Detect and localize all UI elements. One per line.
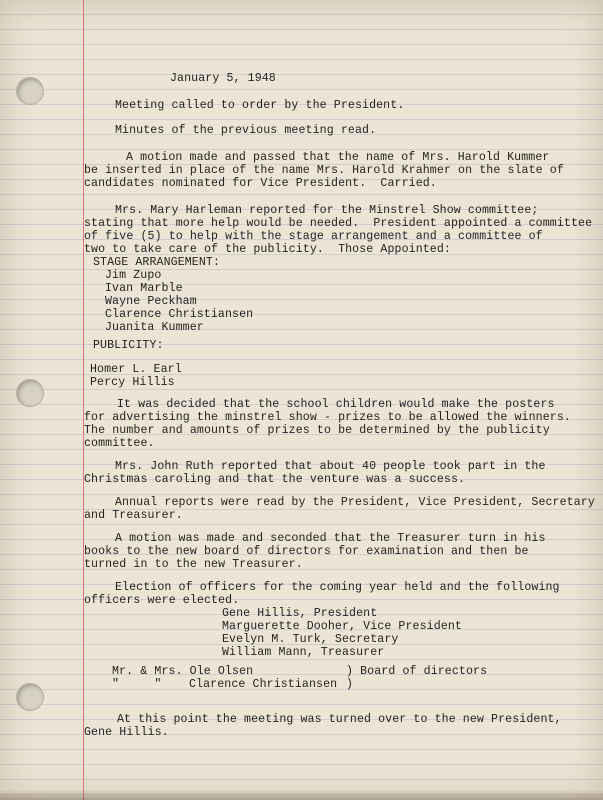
board-member-christiansen: Clarence Christiansen bbox=[189, 678, 338, 691]
motion-line-3: candidates nominated for Vice President. Carried. bbox=[84, 177, 437, 190]
posters-line-1: It was decided that the school children would make the posters bbox=[117, 398, 555, 411]
margin-rule bbox=[83, 0, 84, 800]
treasurer-line-3: turned in to the new Treasurer. bbox=[84, 558, 303, 571]
publicity-member: Homer L. Earl bbox=[90, 363, 182, 376]
officer-president: Gene Hillis, President bbox=[222, 607, 378, 620]
ditto-marks: " " bbox=[112, 678, 162, 691]
caroling-line-2: Christmas caroling and that the venture was a success. bbox=[84, 473, 466, 486]
stage-member: Juanita Kummer bbox=[105, 321, 204, 334]
punch-hole-top bbox=[16, 77, 44, 105]
minstrel-line-2: stating that more help would be needed. President appointed a committee bbox=[84, 217, 593, 230]
annual-reports-line-2: and Treasurer. bbox=[84, 509, 183, 522]
officer-vice-president: Marguerette Dooher, Vice President bbox=[222, 620, 462, 633]
publicity-heading: PUBLICITY: bbox=[93, 339, 164, 352]
stage-member: Clarence Christiansen bbox=[105, 308, 254, 321]
stage-member: Ivan Marble bbox=[105, 282, 183, 295]
stage-arrangement-heading: STAGE ARRANGEMENT: bbox=[93, 256, 221, 269]
annual-reports-line-1: Annual reports were read by the President, Vice President, Secretary bbox=[115, 496, 595, 509]
meeting-date: January 5, 1948 bbox=[170, 72, 276, 85]
minstrel-line-3: of five (5) to help with the stage arrangement and a committee of bbox=[84, 230, 543, 243]
board-of-directors-label: ) Board of directors bbox=[346, 665, 488, 678]
posters-line-3: The number and amounts of prizes to be determined by the publicity bbox=[84, 424, 550, 437]
minstrel-line-4: two to take care of the publicity. Those Appointed: bbox=[84, 243, 451, 256]
motion-line-2: be inserted in place of the name Mrs. Harold Krahmer on the slate of bbox=[84, 164, 564, 177]
stage-member: Jim Zupo bbox=[105, 269, 162, 282]
minstrel-line-1: Mrs. Mary Harleman reported for the Minstrel Show committee; bbox=[115, 204, 539, 217]
closing-line-1: At this point the meeting was turned over to the new President, bbox=[117, 713, 562, 726]
page-edge-shadow bbox=[0, 790, 603, 800]
treasurer-line-2: books to the new board of directors for examination and then be bbox=[84, 545, 529, 558]
minutes-read: Minutes of the previous meeting read. bbox=[115, 124, 377, 137]
publicity-member: Percy Hillis bbox=[90, 376, 175, 389]
stage-member: Wayne Peckham bbox=[105, 295, 197, 308]
punch-hole-bottom bbox=[16, 683, 44, 711]
called-to-order: Meeting called to order by the President. bbox=[115, 99, 405, 112]
posters-line-2: for advertising the minstrel show - prizes to be allowed the winners. bbox=[84, 411, 571, 424]
election-line-1: Election of officers for the coming year held and the following bbox=[115, 581, 560, 594]
caroling-line-1: Mrs. John Ruth reported that about 40 people took part in the bbox=[115, 460, 546, 473]
officer-secretary: Evelyn M. Turk, Secretary bbox=[222, 633, 399, 646]
posters-line-4: committee. bbox=[84, 437, 155, 450]
motion-line-1: A motion made and passed that the name of Mrs. Harold Kummer bbox=[126, 151, 550, 164]
board-member-olsen: Mr. & Mrs. Ole Olsen bbox=[112, 665, 254, 678]
election-line-2: officers were elected. bbox=[84, 594, 240, 607]
closing-line-2: Gene Hillis. bbox=[84, 726, 169, 739]
officer-treasurer: William Mann, Treasurer bbox=[222, 646, 385, 659]
punch-hole-middle bbox=[16, 379, 44, 407]
treasurer-line-1: A motion was made and seconded that the Treasurer turn in his bbox=[115, 532, 546, 545]
board-bracket-close: ) bbox=[346, 678, 354, 691]
